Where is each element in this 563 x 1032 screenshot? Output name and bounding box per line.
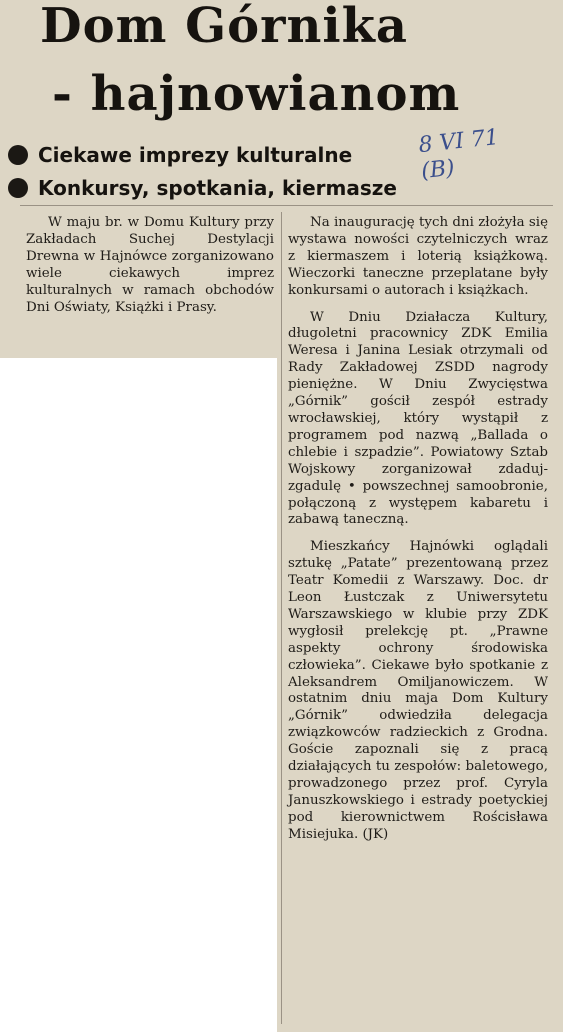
bullet-dot-icon xyxy=(8,145,28,165)
subheading-bullet-1 xyxy=(8,142,352,168)
headline-line-1: Dom Górnika xyxy=(40,0,408,54)
paragraph: W Dniu Działacza Kultury, długoletni pracownicy ZDK Emilia Weresa i Janina Lesiak otrzymali od Rady Zakładowej ZSDD nagrody pieniężne. W Dniu Zwycięstwa „Górnik” gościł zespół estrady wrocławskiej, który wystąpił z programem pod nazwą „Ballada o chlebie i szpadzie”. Powiatowy Sztab Wojskowy zorganizował zdaduj-zgadulę • powszechnej samoobronie, połączoną z występem kabaretu i zabawą taneczną. xyxy=(288,309,548,528)
subheading-bullet-2 xyxy=(8,175,397,201)
headline-line-2: - hajnowianom xyxy=(52,66,461,122)
paragraph: W maju br. w Domu Kultury przy Zakładach Suchej Destylacji Drewna w Hajnówce zorganizowano wiele ciekawych imprez kulturalnych w ramach obchodów Dni Oświaty, Książki i Prasy. xyxy=(26,215,274,315)
paragraph: Mieszkańcy Hajnówki oglądali sztukę „Patate” prezentowaną przez Teatr Komedii z Warszawy. Doc. dr Leon Łustczak z Uniwersytetu Warszawskiego w klubie przy ZDK wygłosił prelekcję pt. „Prawne aspekty ochrony środowiska człowieka”. Ciekawe było spotkanie z Aleksandrem Omiljanowiczem. W ostatnim dniu maja Dom Kultury „Górnik” odwiedziła delegacja związkowców radzieckich z Grodna. Goście zapoznali się z pracą działających tu zespołów: baletowego, prowadzonego przez prof. Cyryla Januszkowskiego i estrady poetyckiej pod kierownictwem Rościsława Misiejuka. (JK) xyxy=(288,539,548,842)
paragraph: Na inaugurację tych dni złożyła się wystawa nowości czytelniczych wraz z kiermaszem i loterią książkową. Wieczorki taneczne przeplatane były konkursami o autorach i książkach. xyxy=(288,215,548,298)
handwritten-date-note: 8 VI 71 (B) xyxy=(417,124,501,185)
subheading-text-1: Ciekawe imprezy kulturalne xyxy=(38,143,353,167)
bullet-dot-icon xyxy=(8,178,28,198)
article-column-right xyxy=(288,215,548,854)
article-column-left xyxy=(26,215,274,326)
divider-horizontal xyxy=(20,205,553,206)
column-divider xyxy=(281,212,282,1024)
subheading-text-2: Konkursy, spotkania, kiermasze xyxy=(38,176,397,200)
